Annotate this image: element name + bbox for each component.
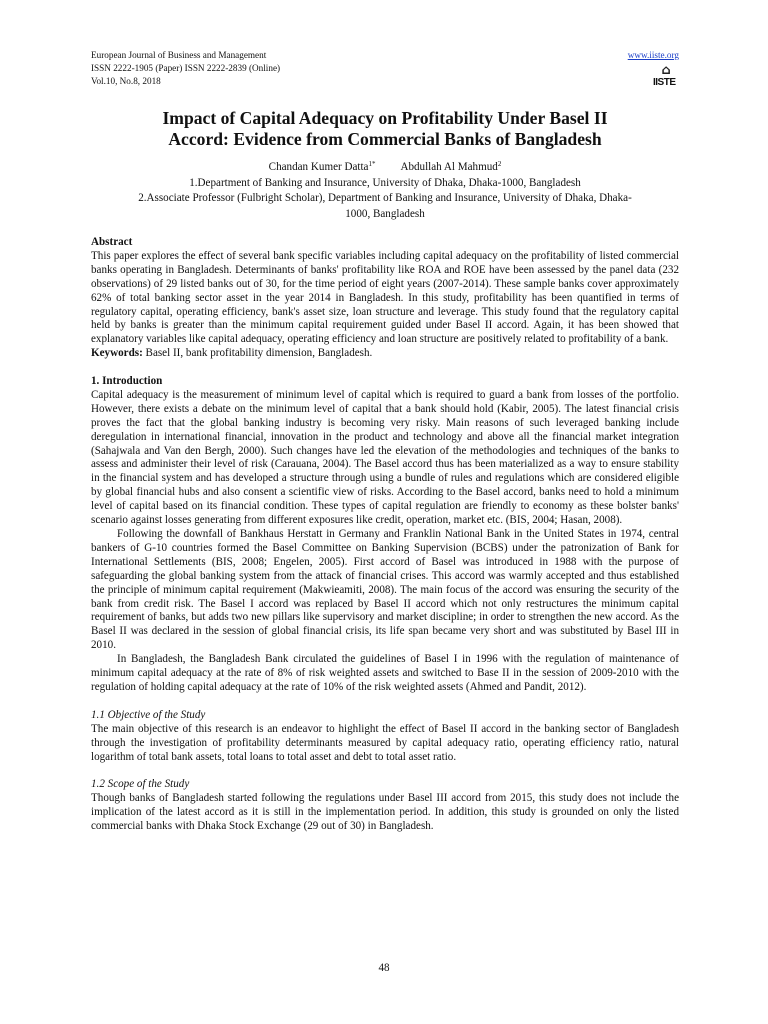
- introduction-heading: 1. Introduction: [91, 375, 163, 388]
- intro-paragraph-3: In Bangladesh, the Bangladesh Bank circulated the guidelines of Basel I in 1996 with the regulation of maintenance of minimum capital adequacy at the rate of 8% of risk weighted assets and switched to Base II in the session of 2009-2010 with the regulation of holding capital adequacy at the rate of 10% of the risk weighted assets (Ahmed and Pandit, 2012).: [91, 653, 679, 693]
- author-1-mark: 1*: [368, 160, 376, 168]
- affiliation-2b: 1000, Bangladesh: [345, 207, 425, 220]
- objective-text: The main objective of this research is an endeavor to highlight the effect of Basel II accord in the banking sector of Bangladesh through the investigation of profitability determinants measured by capital adequacy ratio, operating efficiency ratio, natural logarithm of total bank assets, total loans to total asset and debt to total asset ratio.: [91, 722, 679, 763]
- affiliation-2a: 2.Associate Professor (Fulbright Scholar), Department of Banking and Insurance, University of Dhaka, Dhaka-: [138, 192, 632, 204]
- iiste-logo: [653, 64, 679, 88]
- intro-paragraph-2: Following the downfall of Bankhaus Herstatt in Germany and Franklin National Bank in the United States in 1974, central bankers of G-10 countries formed the Basel Committee on Banking Supervision (BCBS) under the patronization of Bank for International Settlements (BIS, 2008; Engelen, 2005). First accord of Basel was introduced in 1988 with the purpose of safeguarding the global banking system from the attack of financial crises. This accord was warmly accepted and thus established the principle of minimum capital requirement (Makwieamiti, 2008). The main focus of the accord was ensuring the security of the bank from credit risk. The Basel I accord was replaced by Basel II accord which not only restructures the minimum capital requirement of banks, but adds two new pillars like supervisory and market discipline; in order to strengthen the new accord. As the Basel II was declared in the session of global financial crisis, its life span became very short and was substituted by Basel III in 2010.: [91, 528, 679, 652]
- keywords-label: Keywords:: [91, 347, 143, 360]
- author-names: [91, 160, 679, 176]
- objective-heading: 1.1 Objective of the Study: [91, 708, 206, 721]
- intro-paragraph-1: Capital adequacy is the measurement of minimum level of capital which is required to guard a bank from losses of the portfolio. However, there exists a debate on the minimum level of capital that a bank should hold (Kabir, 2005). The latest financial crisis proves the fact that the global banking industry is becoming very risky. Main reasons of such leveraged banking include deregulation in international financial, innovation in the product and technology and above all the financial market integration (Sahajwala and Van den Bergh, 2000). Such changes have led the elevation of the methodologies and techniques of the banks to assess and administer their level of risk (Carauana, 2004). The Basel accord thus has been materialized as a way to ensure stability in the financial system and has developed a structure through using a bundle of rules and regulations which are considered eligible by global financial hubs and also consent a scientific view of risks. According to the Basel accord, banks need to hold a minimum level of capital based on its financial condition. These types of capital regulation are friendly to economy as these bolster banks' scenario against losses generating from different exposures like credit, operation, market etc. (BIS, 2004; Hasan, 2008).: [91, 388, 679, 527]
- logo-symbol-icon: ⌂: [661, 63, 671, 78]
- affiliation-1: 1.Department of Banking and Insurance, University of Dhaka, Dhaka-1000, Bangladesh: [189, 176, 581, 189]
- title-line-2: Accord: Evidence from Commercial Banks of Bangladesh: [168, 129, 602, 149]
- author-block: [91, 160, 679, 222]
- author-1: Chandan Kumer Datta: [268, 161, 369, 173]
- title-line-1: Impact of Capital Adequacy on Profitability Under Basel II: [162, 108, 608, 128]
- keywords-text: Basel II, bank profitability dimension, Bangladesh.: [142, 347, 373, 360]
- page-number: 48: [378, 962, 390, 974]
- page-header: [91, 49, 679, 88]
- issn-line: ISSN 2222-1905 (Paper) ISSN 2222-2839 (Online): [91, 63, 281, 73]
- journal-name: European Journal of Business and Management: [91, 50, 267, 60]
- paper-title: [91, 108, 679, 150]
- logo-text: IISTE: [653, 77, 676, 88]
- abstract-text: This paper explores the effect of several bank specific variables including capital adequacy on the profitability of listed commercial banks operating in Bangladesh. Determinants of banks' profitability like ROA and ROE have been assessed by the panel data (232 observations) of 29 listed banks out of 30, for the time period of eight years (2007-2014). These sample banks cover approximately 62% of total banking sector asset in the year 2014 in Bangladesh. In this study, profitability has been quantified in terms of regulatory capital, operating efficiency, bank's asset size, loan structure and leverage. This study found that the regulatory capital held by banks is greater than the minimum capital requirement guided under Basel II accord. Again, it has been showed that explanatory variables like capital adequacy, operating efficiency and loan structure are positively related to profitability of a bank.: [91, 249, 679, 346]
- paper-body: [91, 236, 679, 834]
- abstract-heading: Abstract: [91, 236, 133, 248]
- scope-heading: 1.2 Scope of the Study: [91, 778, 190, 791]
- keywords-line: [91, 347, 679, 361]
- author-2: Abdullah Al Mahmud: [400, 161, 498, 173]
- journal-url-link[interactable]: www.iiste.org: [627, 50, 679, 60]
- scope-text: Though banks of Bangladesh started following the regulations under Basel III accord from 2015, this study does not include the implication of the latest accord as it is still in the implementation period. In addition, this study is grounded on only the listed commercial banks with Dhaka Stock Exchange (29 out of 30) in Bangladesh.: [91, 792, 679, 833]
- author-2-mark: 2: [497, 160, 502, 168]
- volume-line: Vol.10, No.8, 2018: [91, 76, 161, 86]
